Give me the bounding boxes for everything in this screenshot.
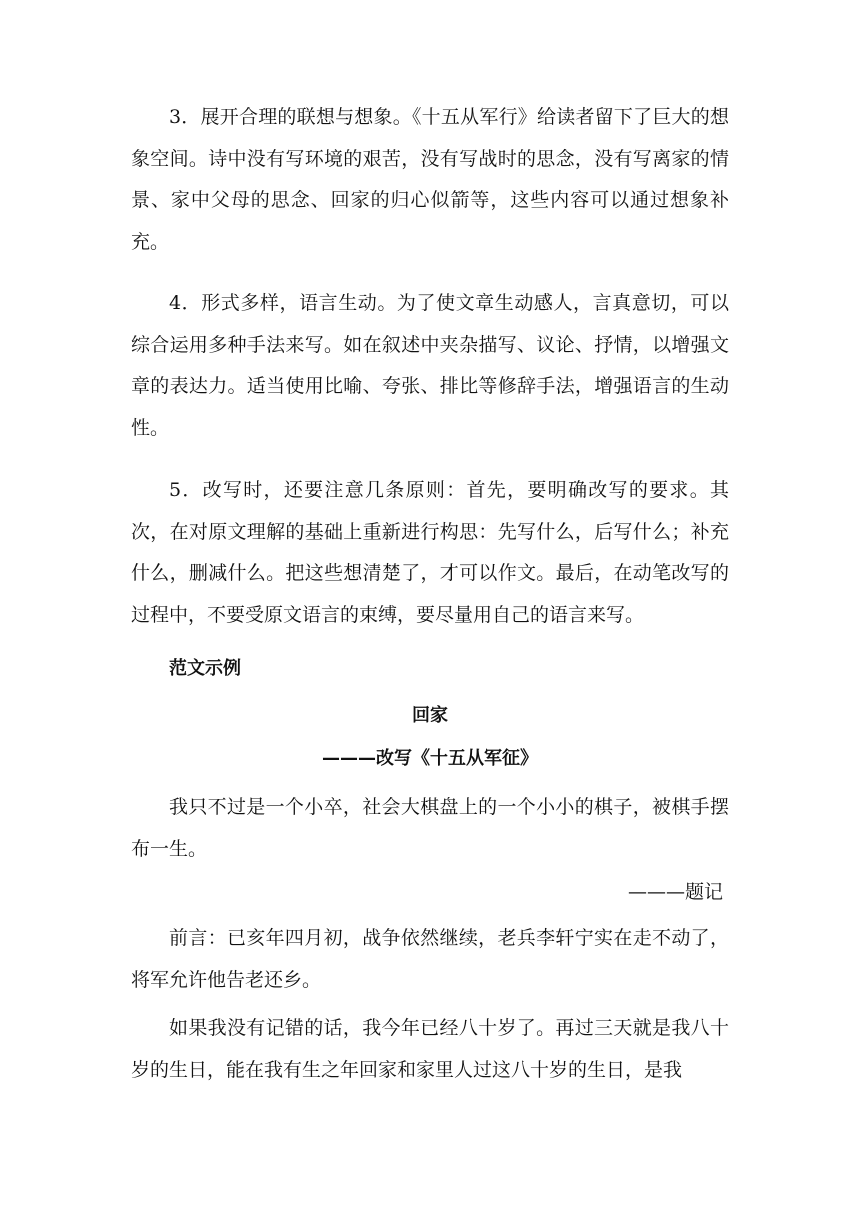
essay-epigraph: 我只不过是一个小卒，社会大棋盘上的一个小小的棋子，被棋手摆布一生。 — [131, 796, 729, 860]
tip-paragraph-3: 3．展开合理的联想与想象。《十五从军行》给读者留下了巨大的想象空间。诗中没有写环境的艰苦，没有写战时的思念，没有写离家的情景、家中父母的思念、回家的归心似箭等，这些内容可以通过想象补充。 — [131, 106, 729, 253]
tip-paragraph-4: 4．形式多样，语言生动。为了使文章生动感人，言真意切，可以综合运用多种手法来写。如在叙述中夹杂描写、议论、抒情，以增强文章的表达力。适当使用比喻、夸张、排比等修辞手法，增强语言的生动性。 — [131, 292, 729, 439]
essay-title: 回家 — [412, 705, 448, 726]
essay-body: 如果我没有记错的话，我今年已经八十岁了。再过三天就是我八十岁的生日，能在我有生之年回家和家里人过这八十岁的生日，是我 — [131, 1017, 729, 1081]
essay-subtitle: ———改写《十五从军征》 — [322, 748, 538, 769]
essay-preface: 前言：已亥年四月初，战争依然继续，老兵李轩宁实在走不动了，将军允许他告老还乡。 — [131, 927, 729, 991]
section-label: 范文示例 — [169, 658, 241, 679]
tip-paragraph-5: 5．改写时，还要注意几条原则：首先，要明确改写的要求。其次，在对原文理解的基础上重新进行构思：先写什么，后写什么；补充什么，删减什么。把这些想清楚了，才可以作文。最后，在动笔改写的过程中，不要受原文语言的束缚，要尽量用自己的语言来写。 — [131, 479, 729, 626]
epigraph-attribution: ———题记 — [627, 881, 723, 903]
